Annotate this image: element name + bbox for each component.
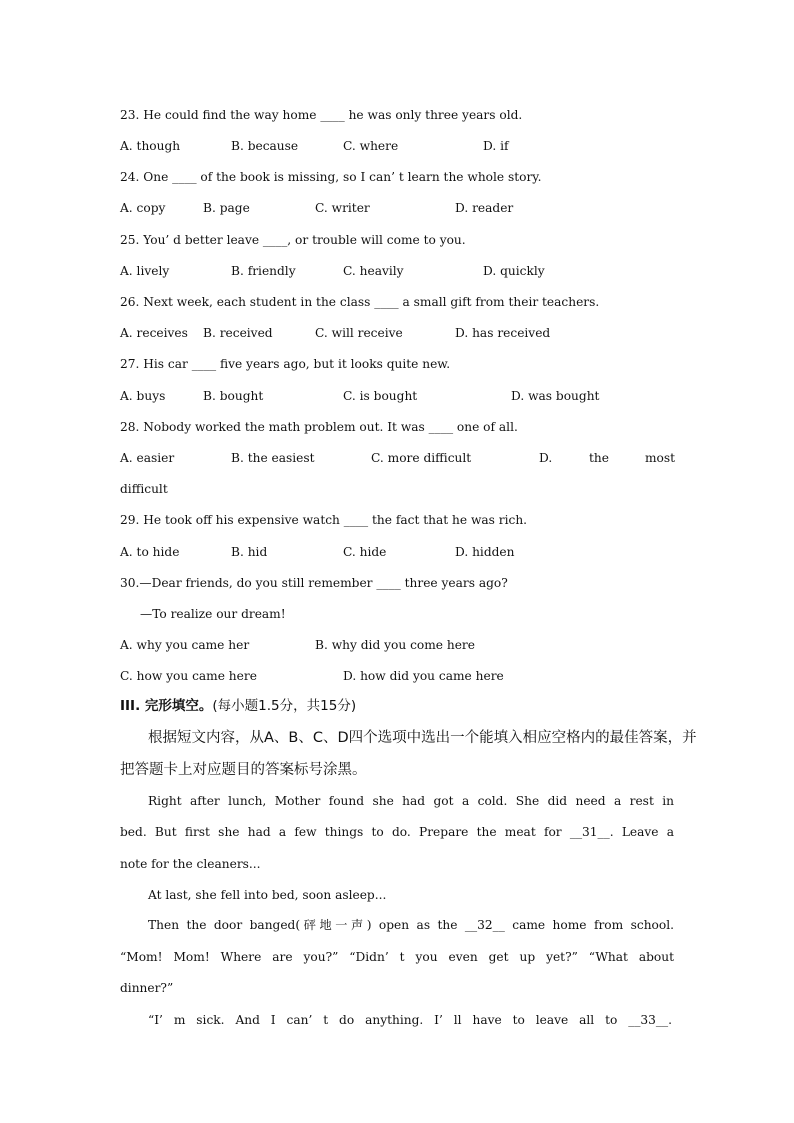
question-28-option-a: A. easier (120, 451, 175, 465)
question-27-option-a: A. buys (120, 389, 166, 403)
question-25-option-b: B. friendly (231, 264, 296, 278)
passage-p1-line-1: Right after lunch, Mother found she had got a cold. She did need a rest in (148, 794, 674, 808)
question-25-option-d: D. quickly (483, 264, 545, 278)
question-28-option-d-label: D. (539, 451, 553, 465)
section-score-note: (每小题1.5分，共15分) (212, 698, 357, 714)
passage-p3-line-2: “Mom! Mom! Where are you?” “Didn’ t you even get up yet?” “What about (120, 950, 674, 964)
question-28-option-d-word-1: the (589, 451, 609, 465)
question-28-option-d-word-3: difficult (120, 482, 168, 496)
section-heading (120, 697, 356, 715)
question-23-option-b: B. because (231, 139, 299, 153)
question-26-option-c: C. will receive (315, 326, 403, 340)
question-25-option-a: A. lively (120, 264, 170, 278)
question-23-option-c: C. where (343, 139, 399, 153)
question-23-option-d: D. if (483, 139, 509, 153)
question-29-option-a: A. to hide (120, 545, 180, 559)
question-26-stem: 26. Next week, each student in the class ____ a small gift from their teachers. (120, 295, 600, 309)
question-26-option-b: B. received (203, 326, 273, 340)
question-29-option-b: B. hid (231, 545, 268, 559)
question-30-reply: —To realize our dream! (140, 607, 286, 621)
passage-p3-line-3: dinner?” (120, 981, 174, 995)
question-24-option-a: A. copy (120, 201, 166, 215)
question-24-option-d: D. reader (455, 201, 514, 215)
passage-p3-line-1: Then the door banged(砰地一声) open as the __32__ came home from school. (148, 918, 674, 932)
question-28-option-b: B. the easiest (231, 451, 315, 465)
question-29-stem: 29. He took off his expensive watch ____ the fact that he was rich. (120, 513, 528, 527)
question-27-option-c: C. is bought (343, 389, 418, 403)
question-23-option-a: A. though (120, 139, 181, 153)
passage-p1-line-2: bed. But first she had a few things to do. Prepare the meat for __31__. Leave a (120, 825, 674, 839)
question-30-option-c: C. how you came here (120, 669, 257, 683)
question-27-option-d: D. was bought (511, 389, 600, 403)
question-29-option-c: C. hide (343, 545, 387, 559)
question-30-option-a: A. why you came her (120, 638, 250, 652)
question-28-option-c: C. more difficult (371, 451, 472, 465)
passage-p4-line-1: “I’ m sick. And I can’ t do anything. I’ ll have to leave all to __33__. (148, 1013, 672, 1027)
question-28-option-d-word-2: most (645, 451, 676, 465)
question-29-option-d: D. hidden (455, 545, 515, 559)
question-25-option-c: C. heavily (343, 264, 404, 278)
passage-p1-line-3: note for the cleaners... (120, 857, 261, 871)
section-title: III. 完形填空。 (120, 698, 213, 714)
question-24-stem: 24. One ____ of the book is missing, so I can’ t learn the whole story. (120, 170, 542, 184)
question-23-stem: 23. He could find the way home ____ he was only three years old. (120, 108, 523, 122)
question-24-option-b: B. page (203, 201, 250, 215)
question-27-option-b: B. bought (203, 389, 264, 403)
question-30-stem: 30.—Dear friends, do you still remember ____ three years ago? (120, 576, 508, 590)
passage-p2: At last, she fell into bed, soon asleep... (148, 888, 387, 902)
question-30-option-b: B. why did you come here (315, 638, 475, 652)
instruction-line-2: 把答题卡上对应题目的答案标号涂黑。 (120, 762, 367, 778)
question-28-stem: 28. Nobody worked the math problem out. It was ____ one of all. (120, 420, 518, 434)
question-26-option-a: A. receives (120, 326, 188, 340)
instruction-line-1: 根据短文内容，从A、B、C、D四个选项中选出一个能填入相应空格内的最佳答案，并 (148, 730, 697, 746)
question-26-option-d: D. has received (455, 326, 551, 340)
question-27-stem: 27. His car ____ five years ago, but it looks quite new. (120, 357, 451, 371)
question-30-option-d: D. how did you came here (343, 669, 504, 683)
question-24-option-c: C. writer (315, 201, 370, 215)
question-25-stem: 25. You’ d better leave ____, or trouble will come to you. (120, 233, 466, 247)
